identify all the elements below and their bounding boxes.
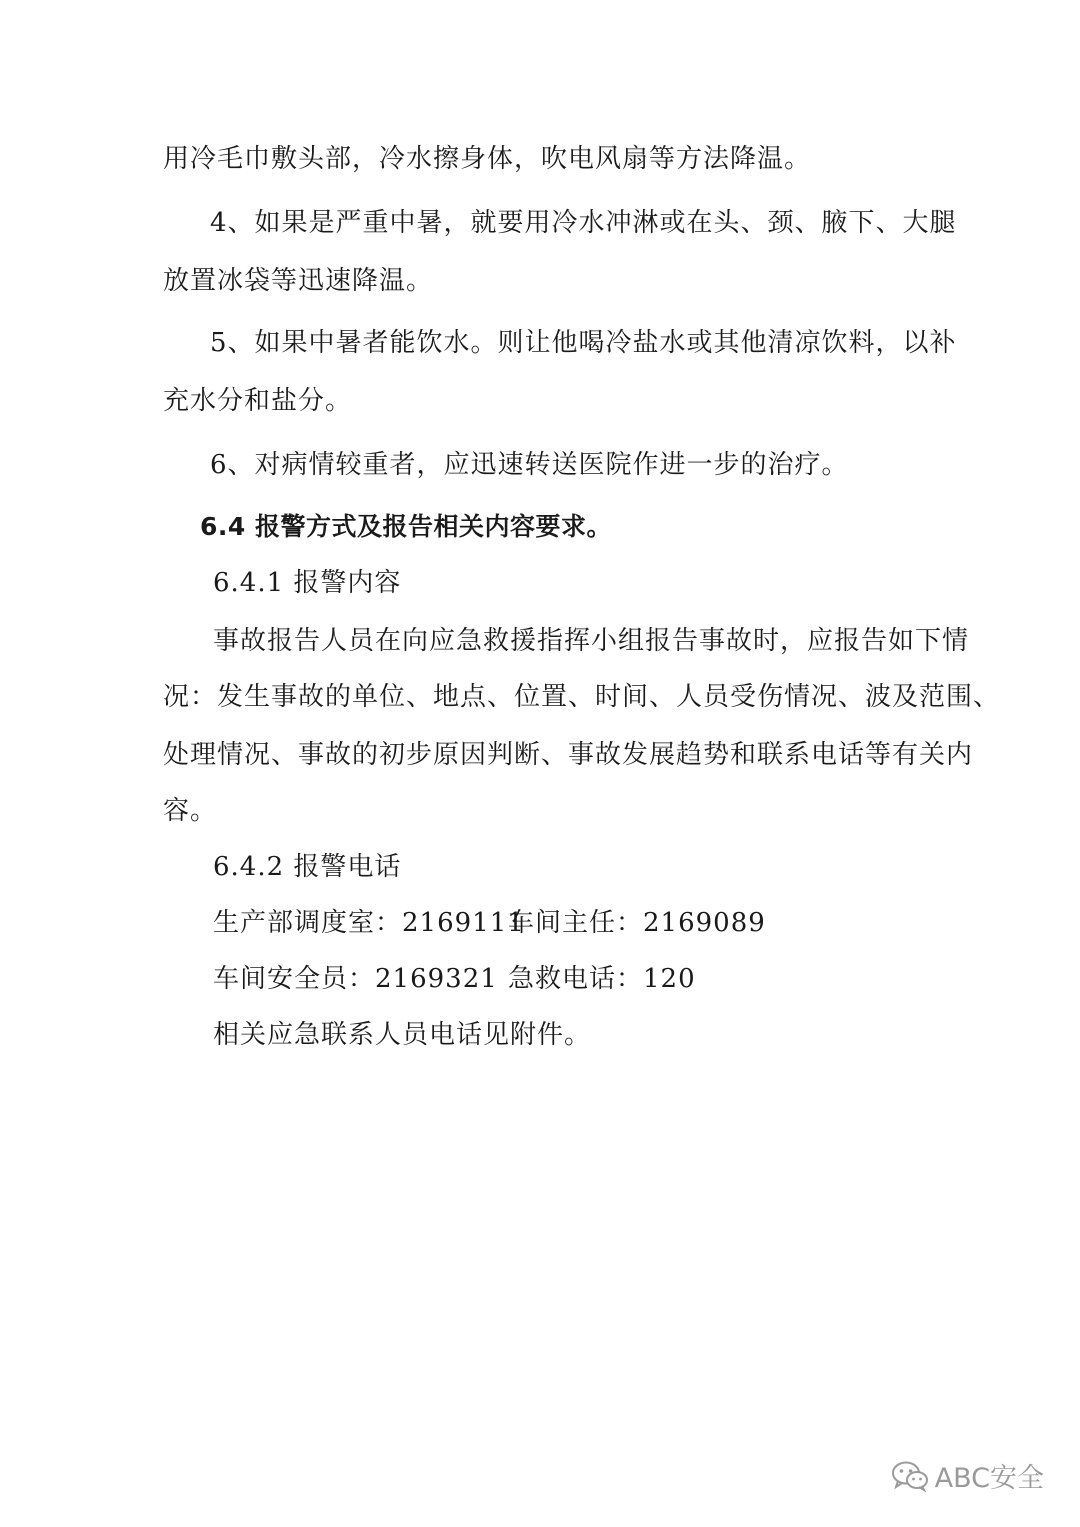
section-heading: 6.4 报警方式及报告相关内容要求。: [200, 512, 612, 541]
phone-entry: 生产部调度室：2169111: [213, 908, 525, 938]
paragraph-line: 4、如果是严重中暑，就要用冷水冲淋或在头、颈、腋下、大腿: [210, 208, 957, 238]
wechat-icon: [891, 1460, 929, 1492]
phone-entry: 急救电话：120: [508, 964, 696, 994]
paragraph-line: 容。: [163, 796, 218, 826]
phone-entry: 车间安全员：2169321: [213, 964, 498, 994]
paragraph-line: 况：发生事故的单位、地点、位置、时间、人员受伤情况、波及范围、: [163, 682, 1001, 712]
watermark-text: ABC安全: [934, 1463, 1044, 1494]
paragraph-line: 用冷毛巾敷头部，冷水擦身体，吹电风扇等方法降温。: [163, 144, 812, 174]
phone-entry: 车间主任：2169089: [508, 908, 766, 938]
paragraph-line: 6、对病情较重者，应迅速转送医院作进一步的治疗。: [210, 450, 849, 480]
closing-line: 相关应急联系人员电话见附件。: [213, 1020, 592, 1050]
paragraph-line: 充水分和盐分。: [163, 386, 353, 416]
subsection-title: 6.4.2 报警电话: [213, 852, 402, 882]
subsection-title: 6.4.1 报警内容: [213, 568, 402, 598]
paragraph-line: 处理情况、事故的初步原因判断、事故发展趋势和联系电话等有关内: [163, 740, 974, 770]
watermark: [891, 1456, 1044, 1495]
paragraph-line: 放置冰袋等迅速降温。: [163, 266, 434, 296]
paragraph-line: 5、如果中暑者能饮水。则让他喝冷盐水或其他清凉饮料，以补: [210, 328, 957, 358]
paragraph-line: 事故报告人员在向应急救援指挥小组报告事故时，应报告如下情: [213, 626, 970, 656]
